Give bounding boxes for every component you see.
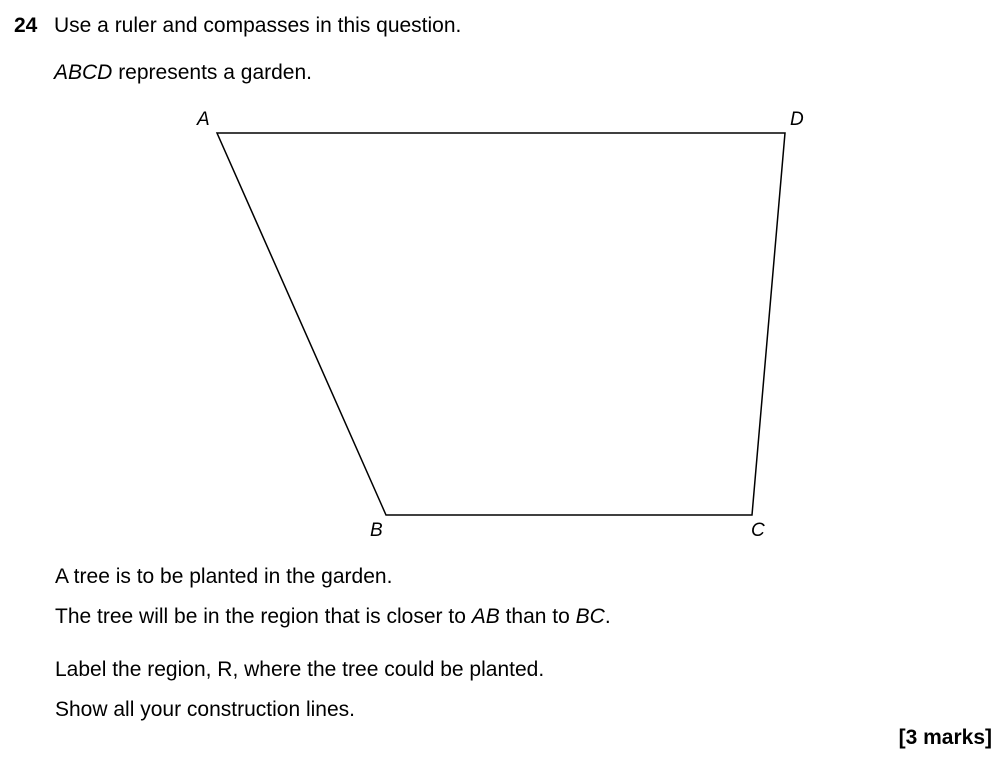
segment-ab: AB [471,605,500,628]
vertex-label-c: C [751,520,765,541]
vertex-label-b: B [370,520,383,541]
line-2-text-b: than to [499,605,576,628]
question-line-1: A tree is to be planted in the garden. [55,565,393,588]
vertex-label-a: A [197,109,210,130]
question-instruction: Use a ruler and compasses in this question. [54,14,462,37]
garden-quadrilateral [217,133,785,515]
question-line-4: Show all your construction lines. [55,698,355,721]
line-2-text-a: The tree will be in the region that is closer to [55,605,472,628]
question-line-3: Label the region, R, where the tree could be planted. [55,658,545,681]
shape-name: ABCD [54,61,113,84]
marks-label: [3 marks] [898,726,992,749]
context-text: represents a garden. [112,61,312,84]
vertex-label-d: D [790,109,804,130]
line-2-text-c: . [604,605,611,628]
segment-bc: BC [575,605,605,628]
question-line-2 [55,604,611,630]
question-number: 24 [14,14,38,37]
